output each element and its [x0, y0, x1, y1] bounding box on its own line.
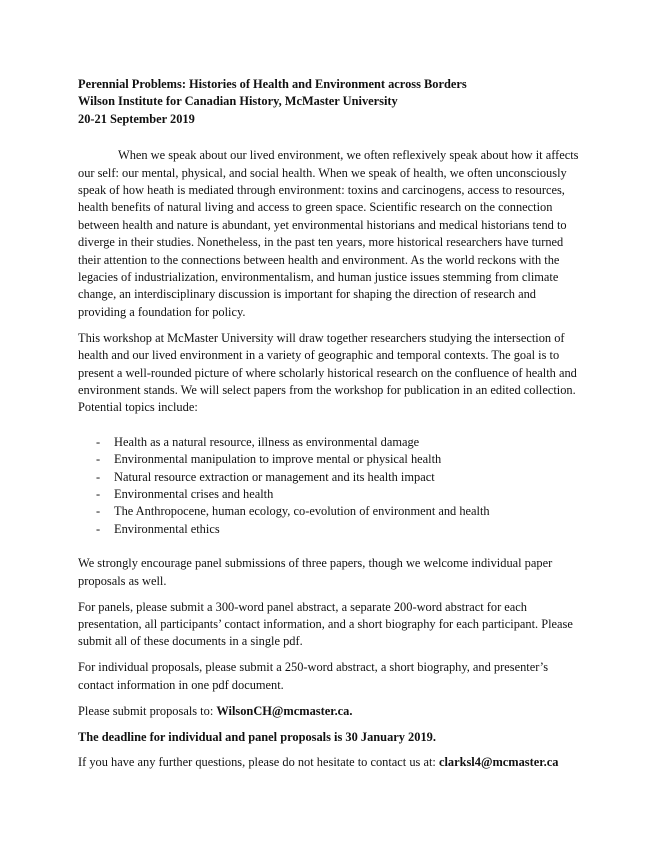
submission-label: Please submit proposals to: [78, 703, 217, 718]
individual-instructions-paragraph: For individual proposals, please submit a 250-word abstract, a short biography, and presenter’s contact information in one pdf document. [78, 660, 549, 692]
topic-text: Environmental crises and health [114, 487, 274, 502]
bullet-dash: - [96, 521, 101, 536]
workshop-paragraph: This workshop at McMaster University will draw together researchers studying the intersection of health and our lived environment in a variety of geographic and temporal contexts. The goal is to present a well-rounded picture of where scholarly historical research on the confluence of health and environment stands. We will select papers from the workshop for publication in an edited collection. Potential topics include: [78, 330, 577, 415]
intro-paragraph: When we speak about our lived environment, we often reflexively speak about how it affects our self: our mental, physical, and social health. When we speak of health, we often unconsciously speak of how heath is mediated through environment: toxins and carcinogens, access to resources, health benefits of natural living and access to green space. Scientific research on the connection between health and nature is abundant, yet environmental historians and medical historians tend to diverge in their studies. Nonetheless, in the past ten years, more historical researchers have turned their attention to the connections between health and environment. As the world reckons with the legacies of industrialization, environmentalism, and human justice issues stemming from climate change, an interdisciplinary discussion is important for shaping the direction of research and providing a foundation for policy. [78, 148, 579, 319]
list-item [78, 486, 583, 503]
document-page [78, 76, 583, 772]
contact-email-link[interactable]: clarksl4@mcmaster.ca [438, 755, 559, 770]
bullet-dash: - [96, 487, 101, 502]
list-item [78, 434, 583, 451]
bullet-dash: - [96, 469, 101, 484]
contact-line [78, 754, 583, 771]
submission-line [78, 703, 583, 720]
list-item [78, 451, 583, 468]
bullet-dash: - [96, 504, 101, 519]
topic-text: Health as a natural resource, illness as environmental damage [114, 434, 420, 449]
bullet-dash: - [96, 452, 101, 467]
list-item [78, 503, 583, 520]
contact-label: If you have any further questions, please do not hesitate to contact us at: [78, 755, 439, 770]
panel-instructions-paragraph: For panels, please submit a 300-word panel abstract, a separate 200-word abstract for each presentation, all participants’ contact information, and a short biography for each participant. Please submit all of these documents in a single pdf. [78, 599, 573, 649]
list-item [78, 521, 583, 538]
bullet-dash: - [96, 434, 101, 449]
document-title: Perennial Problems: Histories of Health and Environment across Borders [78, 77, 467, 91]
topics-list [78, 434, 583, 538]
event-dates: 20-21 September 2019 [78, 111, 195, 126]
submission-email-link[interactable]: WilsonCH@mcmaster.ca. [216, 703, 353, 718]
list-item [78, 469, 583, 486]
topic-text: Environmental ethics [114, 521, 220, 536]
topic-text: Natural resource extraction or management and its health impact [114, 469, 435, 484]
deadline-line: The deadline for individual and panel proposals is 30 January 2019. [78, 729, 436, 744]
topic-text: Environmental manipulation to improve mental or physical health [114, 452, 442, 467]
topic-text: The Anthropocene, human ecology, co-evolution of environment and health [114, 504, 490, 519]
panel-encouragement-paragraph: We strongly encourage panel submissions of three papers, though we welcome individual paper proposals as well. [78, 556, 553, 588]
institute-name: Wilson Institute for Canadian History, McMaster University [78, 94, 398, 109]
